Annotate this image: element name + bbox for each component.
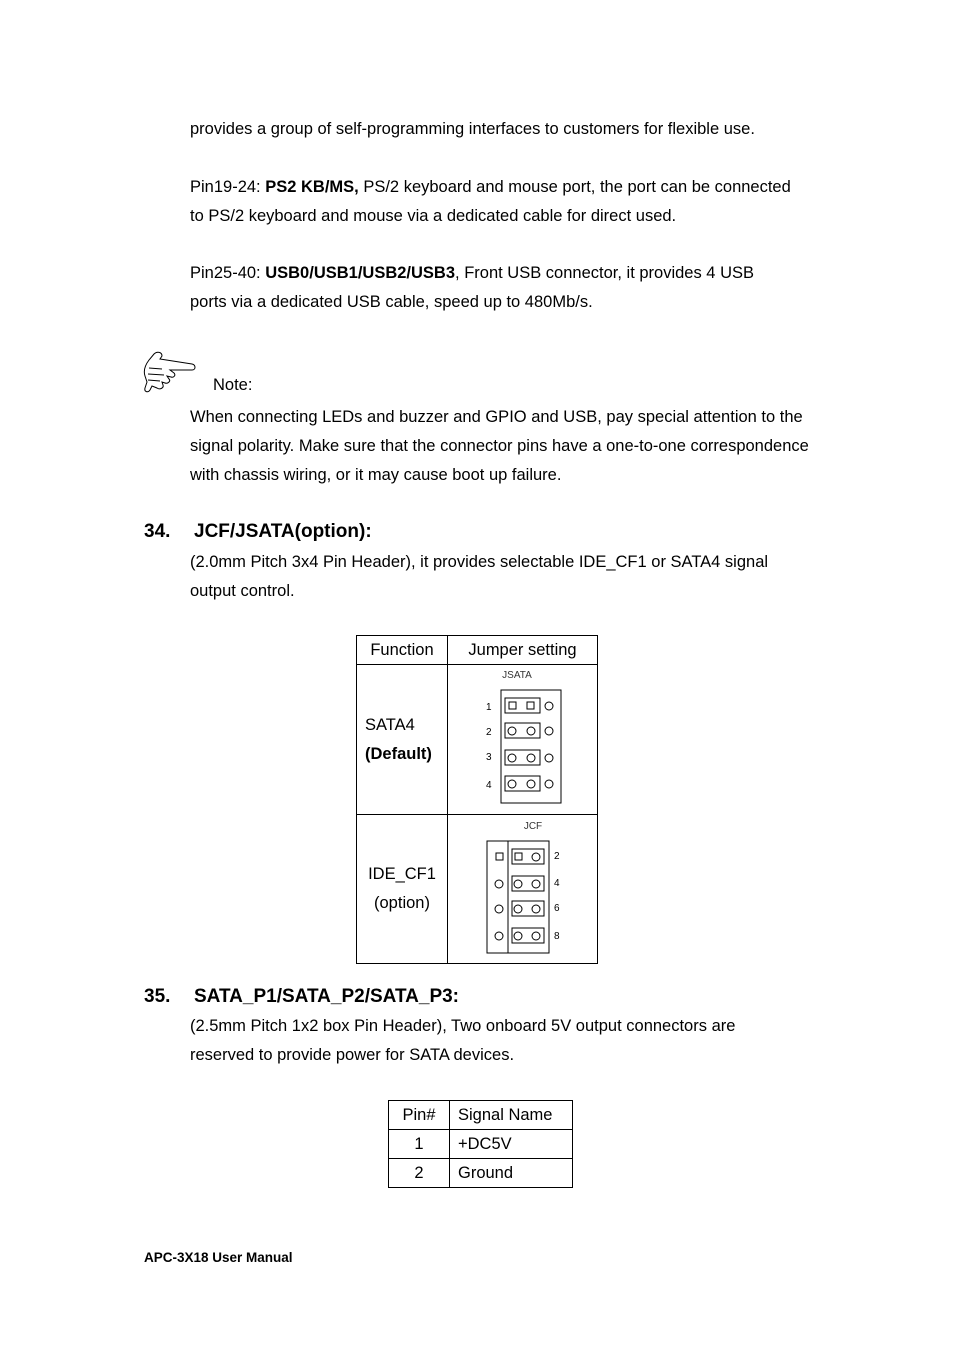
function-option: (option) [374, 894, 430, 912]
column-header: Signal Name [450, 1101, 573, 1130]
section-title: SATA_P1/SATA_P2/SATA_P3: [194, 986, 460, 1007]
pin25-rest: , Front USB connector, it provides 4 USB ports via a dedicated USB cable, speed up to 480Mb/s. [190, 264, 754, 311]
pin25-prefix: Pin25-40: [190, 264, 266, 282]
note-label: Note: [213, 376, 253, 394]
table-row [389, 1159, 573, 1188]
page-footer: APC-3X18 User Manual [144, 1250, 293, 1265]
section-title: JCF/JSATA(option): [194, 521, 372, 542]
jumper-table [356, 635, 598, 964]
pin-cell: 1 [389, 1130, 450, 1159]
pin-label: 2 [554, 851, 560, 862]
table-row [357, 665, 598, 815]
column-header: Jumper setting [448, 636, 598, 665]
pin19-rest: PS/2 keyboard and mouse port, the port can be connected to PS/2 keyboard and mouse via a dedicated cable for direct used. [190, 178, 791, 225]
section-35-description: (2.5mm Pitch 1x2 box Pin Header), Two onboard 5V output connectors are reserved to provide power for SATA devices. [190, 1017, 736, 1064]
pin-label: 6 [554, 903, 560, 914]
pin19-prefix: Pin19-24: [190, 178, 266, 196]
pin-label: 2 [486, 727, 492, 738]
pin-cell: 2 [389, 1159, 450, 1188]
pin-signal-table [388, 1100, 573, 1188]
table-row [389, 1130, 573, 1159]
column-header: Pin# [389, 1101, 450, 1130]
diagram-label: JSATA [502, 670, 532, 681]
signal-cell: Ground [450, 1159, 573, 1188]
intro-line: provides a group of self-programming interfaces to customers for flexible use. [190, 120, 755, 138]
pin-label: 4 [554, 878, 560, 889]
section-35-heading [144, 986, 459, 1008]
jumper-diagram-cell [448, 815, 598, 964]
column-header: Function [357, 636, 448, 665]
pin19-bold: PS2 KB/MS, [265, 178, 359, 196]
pin-label: 8 [554, 931, 560, 942]
pin25-40-paragraph [190, 259, 790, 317]
table-row [357, 815, 598, 964]
function-cell [357, 815, 448, 964]
function-name: SATA4 [365, 715, 415, 734]
pin-label: 4 [486, 780, 492, 791]
pin19-24-paragraph [190, 173, 800, 231]
function-cell [357, 665, 448, 815]
section-34-heading [144, 521, 372, 543]
pin-label: 1 [486, 702, 492, 713]
section-number: 34. [144, 521, 171, 542]
note-text: When connecting LEDs and buzzer and GPIO and USB, pay special attention to the signal polarity. Make sure that the connector pins have a one-to-one correspondence with chassis wiring, or it may cause boot up failure. [190, 408, 809, 484]
function-default: (Default) [365, 744, 432, 763]
section-number: 35. [144, 986, 171, 1007]
pointing-hand-icon [140, 350, 198, 396]
jumper-diagram-cell [448, 665, 598, 815]
diagram-label: JCF [523, 821, 543, 832]
section-34-description: (2.0mm Pitch 3x4 Pin Header), it provides selectable IDE_CF1 or SATA4 signal output control. [190, 553, 769, 600]
function-name: IDE_CF1 [368, 865, 436, 883]
pin25-bold: USB0/USB1/USB2/USB3 [265, 264, 456, 282]
pin-label: 3 [486, 752, 492, 763]
signal-cell: +DC5V [450, 1130, 573, 1159]
jcf-diagram [448, 815, 597, 958]
jsata-diagram [448, 665, 597, 809]
